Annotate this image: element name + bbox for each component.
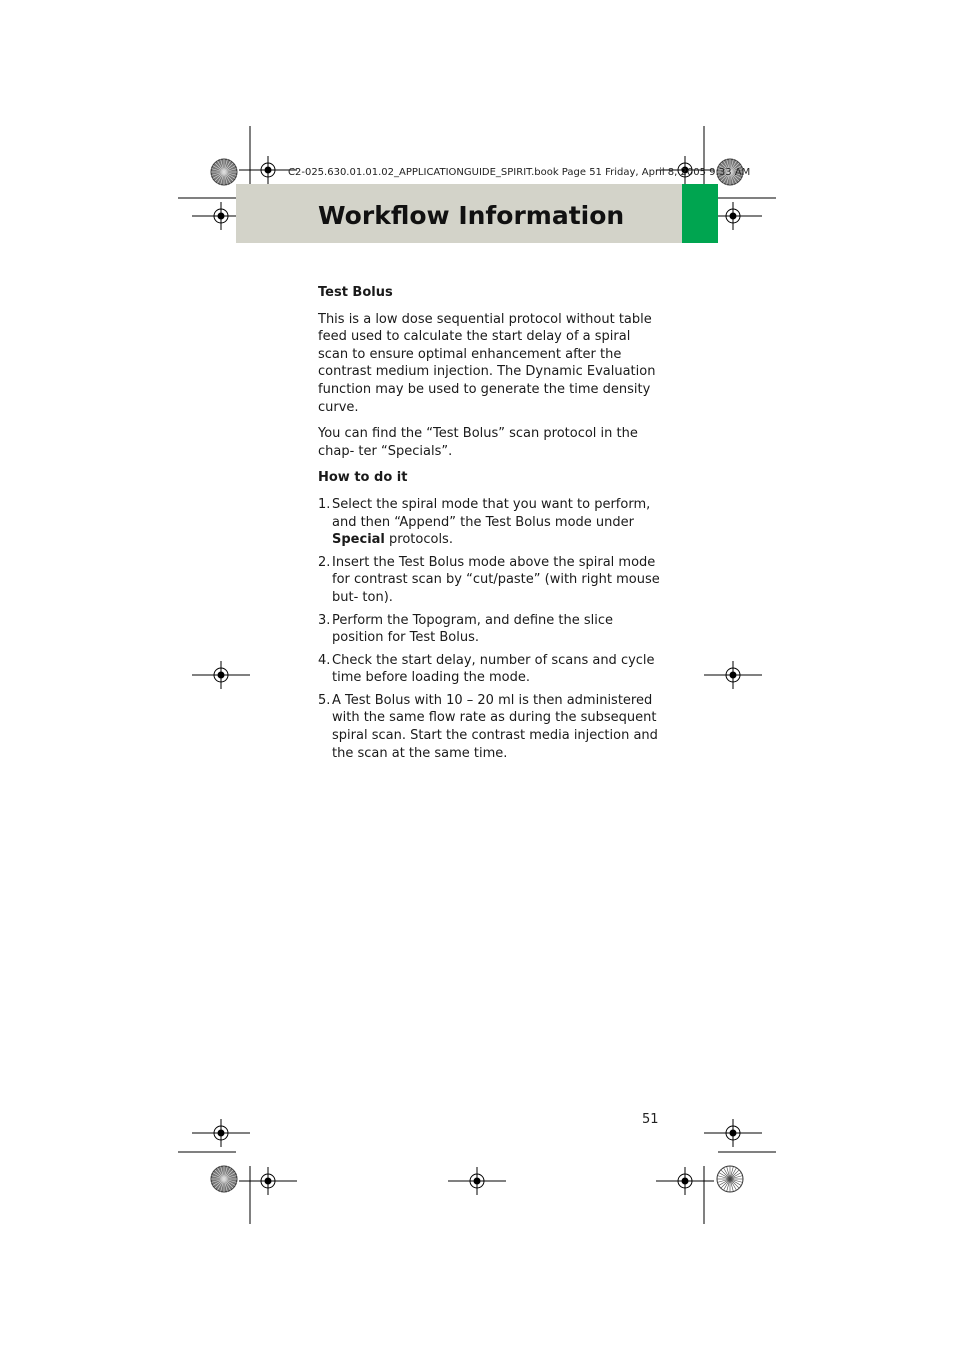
header-file-info: C2-025.630.01.01.02_APPLICATIONGUIDE_SPIRIT.book Page 51 Friday, April 8, 2005 9:33 AM: [288, 167, 751, 178]
crosshair-mark: [656, 1167, 714, 1195]
step-bold: Special: [332, 532, 385, 548]
section-heading-test-bolus: Test Bolus: [318, 285, 393, 300]
steps-list: [318, 496, 660, 762]
step-text: A Test Bolus with 10 – 20 ml is then administered with the same flow rate as during the subsequent spiral scan. Start the contrast media injection and the scan at the same time.: [332, 692, 658, 761]
list-item: [318, 612, 660, 647]
step-text: Perform the Topogram, and define the slice position for Test Bolus.: [332, 612, 614, 646]
step-text: Select the spiral mode that you want to perform, and then “Append” the Test Bolus mode under: [332, 496, 651, 530]
list-item: [318, 554, 660, 607]
crosshair-mark: [239, 1167, 297, 1195]
section-tab: [682, 184, 718, 243]
starburst-mark: [717, 1166, 743, 1192]
crosshair-mark: [192, 1119, 250, 1147]
list-item: [318, 496, 660, 549]
section-heading-how-to: How to do it: [318, 470, 408, 486]
starburst-mark: [211, 1166, 237, 1192]
main-content: [318, 284, 660, 767]
list-item: [318, 652, 660, 687]
step-text: Check the start delay, number of scans and cycle time before loading the mode.: [332, 652, 655, 686]
crosshair-mark: [192, 661, 250, 689]
step-number: 5.: [318, 692, 331, 708]
step-number: 1.: [318, 496, 331, 512]
step-text: Insert the Test Bolus mode above the spiral mode for contrast scan by “cut/paste” (with right mouse but- ton).: [332, 554, 660, 605]
paragraph-location: You can find the “Test Bolus” scan protocol in the chap- ter “Specials”.: [318, 426, 638, 459]
list-item: [318, 692, 660, 762]
step-number: 4.: [318, 652, 331, 668]
page-number: 51: [642, 1112, 659, 1127]
starburst-mark: [211, 159, 237, 185]
crosshair-mark: [448, 1167, 506, 1195]
crosshair-mark: [704, 661, 762, 689]
step-number: 3.: [318, 612, 331, 628]
page-title: Workflow Information: [318, 201, 625, 230]
paragraph-description: This is a low dose sequential protocol without table feed used to calculate the start delay of a spiral scan to ensure optimal enhancement after the contrast medium injection. The Dynamic Evaluation function may be used to generate the time density curve.: [318, 311, 656, 415]
crosshair-mark: [704, 1119, 762, 1147]
step-text-after: protocols.: [384, 532, 453, 548]
step-number: 2.: [318, 554, 331, 570]
